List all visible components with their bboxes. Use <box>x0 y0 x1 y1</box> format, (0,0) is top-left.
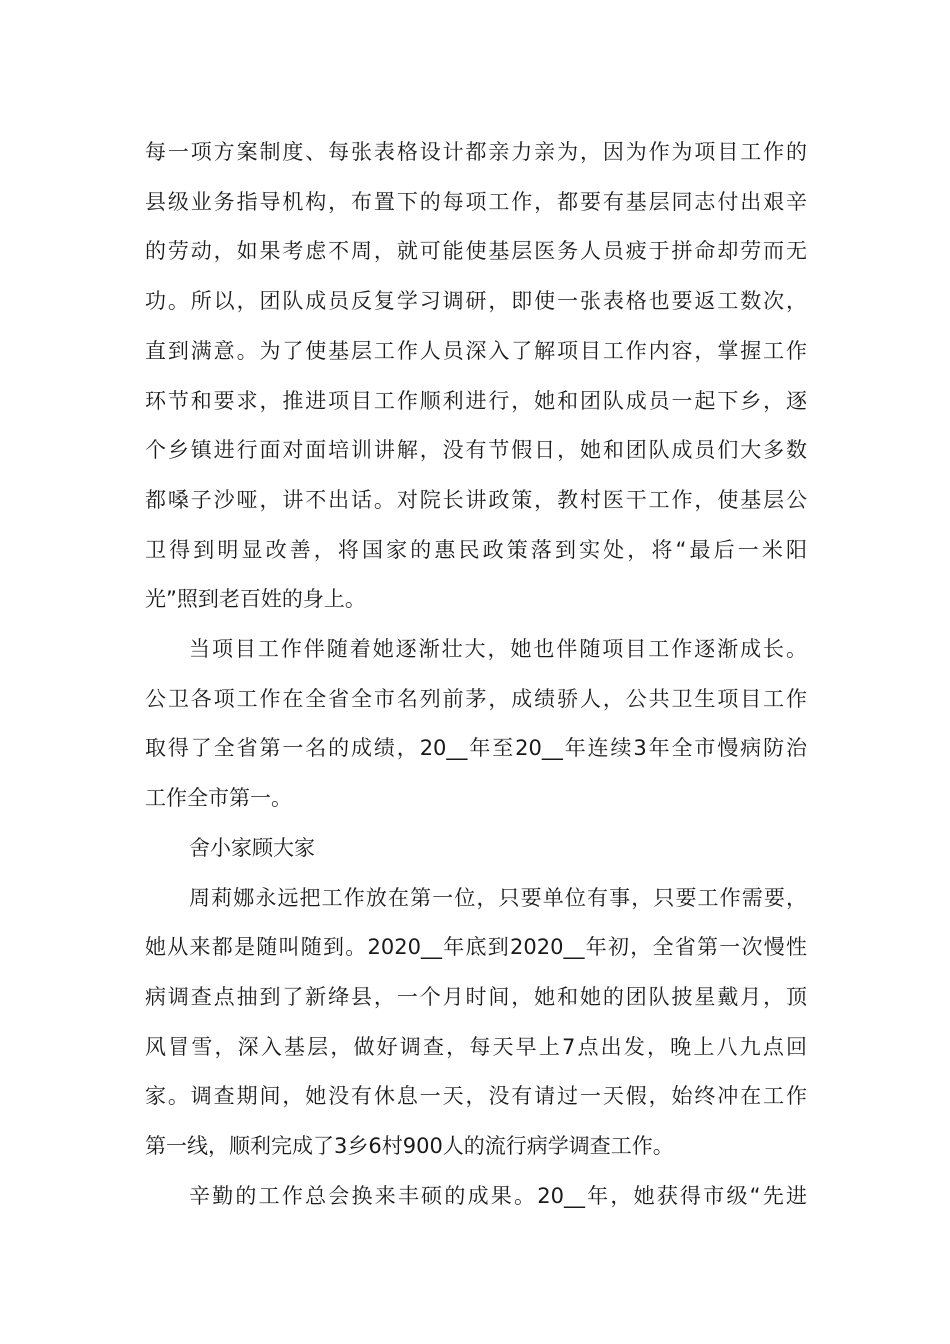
paragraph-line: 工作全市第一。 <box>145 786 292 811</box>
paragraph-line: 的劳动，如果考虑不周，就可能使基层医务人员疲于拼命却劳而无 <box>145 239 807 264</box>
paragraph-line: 当项目工作伴随着她逐渐壮大，她也伴随项目工作逐渐成长。 <box>189 637 807 661</box>
paragraph-line: 风冒雪，深入基层，做好调查，每天早上7点出发，晚上八九点回 <box>145 1034 807 1059</box>
paragraph-line: 县级业务指导机构，布置下的每项工作，都要有基层同志付出艰辛 <box>145 189 807 214</box>
paragraph-line: 辛勤的工作总会换来丰硕的成果。20__年，她获得市级“先进 <box>189 1183 807 1208</box>
paragraph-line: 公卫各项工作在全省全市名列前茅，成绩骄人，公共卫生项目工作 <box>145 686 807 711</box>
paragraph-line: 取得了全省第一名的成绩，20__年至20__年连续3年全市慢病防治 <box>145 736 807 761</box>
paragraph-line: 直到满意。为了使基层工作人员深入了解项目工作内容，掌握工作 <box>145 338 807 363</box>
paragraph-line: 功。所以，团队成员反复学习调研，即使一张表格也要返工数次， <box>145 289 807 314</box>
paragraph-line: 家。调查期间，她没有休息一天，没有请过一天假，始终冲在工作 <box>145 1084 807 1109</box>
paragraph-line: 第一线，顺利完成了3乡6村900人的流行病学调查工作。 <box>145 1134 674 1158</box>
paragraph-line: 周莉娜永远把工作放在第一位，只要单位有事，只要工作需要， <box>189 885 807 910</box>
paragraph-line: 环节和要求，推进项目工作顺利进行，她和团队成员一起下乡，逐 <box>145 388 807 413</box>
paragraph-line: 每一项方案制度、每张表格设计都亲力亲为，因为作为项目工作的 <box>145 140 807 164</box>
paragraph-line: 卫得到明显改善，将国家的惠民政策落到实处，将“最后一米阳 <box>145 537 807 562</box>
paragraph-line: 病调查点抽到了新绛县，一个月时间，她和她的团队披星戴月，顶 <box>145 984 807 1009</box>
paragraph-line: 她从来都是随叫随到。2020__年底到2020__年初，全省第一次慢性 <box>145 935 807 960</box>
section-heading: 舍小家顾大家 <box>189 835 315 860</box>
paragraph-line: 光”照到老百姓的身上。 <box>145 587 366 612</box>
paragraph-line: 都嗓子沙哑，讲不出话。对院长讲政策，教村医干工作，使基层公 <box>145 487 807 512</box>
paragraph-line: 个乡镇进行面对面培训讲解，没有节假日，她和团队成员们大多数 <box>145 438 807 463</box>
